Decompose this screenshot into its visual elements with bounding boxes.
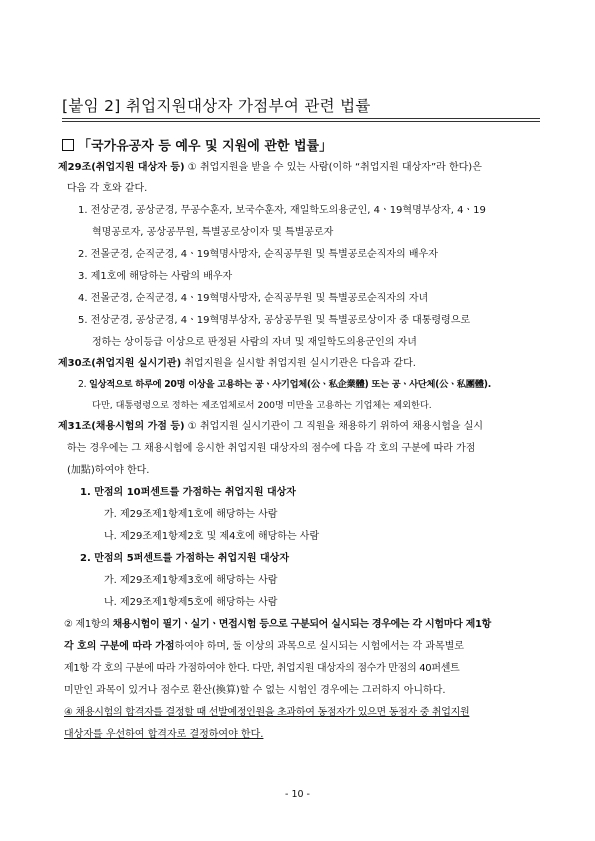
title-rule-bottom — [62, 121, 540, 122]
art29-item5-b: 정하는 상이등급 이상으로 판정된 사람의 자녀 및 재일학도의용군인의 자녀 — [92, 337, 417, 348]
law-title — [62, 135, 332, 154]
art29-line1 — [58, 162, 482, 174]
art29-item4: 4. 전몰군경, 순직군경, 4ㆍ19혁명사망자, 순직공무원 및 특별공로순직자의 자녀 — [78, 293, 429, 304]
art31-line1 — [58, 421, 483, 433]
law-title-text: 「국가유공자 등 예우 및 지원에 관한 법률」 — [78, 139, 333, 154]
art31-sub2-b: 나. 제29조제1항제5호에 해당하는 사람 — [104, 597, 278, 608]
art29-item5-a: 5. 전상군경, 공상군경, 4ㆍ19혁명부상자, 공상공무원 및 특별공로상이자 중 대통령령으로 — [78, 315, 471, 326]
art31-sub1-b: 나. 제29조제1항제2호 및 제4호에 해당하는 사람 — [104, 531, 320, 542]
art31-p4-line2: 대상자를 우선하여 합격자로 결정하여야 한다. — [64, 729, 264, 740]
art31-sub1-title: 1. 만점의 10퍼센트를 가점하는 취업지원 대상자 — [80, 487, 296, 498]
art30-item2-num: 2. — [78, 379, 89, 390]
art31-sub2-title: 2. 만점의 5퍼센트를 가점하는 취업지원 대상자 — [80, 553, 290, 564]
art31-p4-line1: ④ 채용시험의 합격자를 결정할 때 선발예정인원을 초과하여 동점자가 있으면 동점자 중 취업지원 — [64, 707, 470, 718]
art31-p2-line4: 미만인 과목이 있거나 점수로 환산(換算)할 수 없는 시험인 경우에는 그러하지 아니하다. — [64, 685, 446, 696]
art31-text3: (加點)하여야 한다. — [67, 465, 150, 476]
art29-item2: 2. 전몰군경, 순직군경, 4ㆍ19혁명사망자, 순직공무원 및 특별공로순직자의 배우자 — [78, 249, 438, 260]
art29-text2: 다음 각 호와 같다. — [67, 183, 148, 194]
art30-text: 취업지원을 실시할 취업지원 실시기관은 다음과 같다. — [181, 358, 416, 369]
art30-item2-line — [78, 379, 491, 391]
art29-item1-b: 혁명공로자, 공상공무원, 특별공로상이자 및 특별공로자 — [92, 227, 334, 238]
art31-heading: 제31조(채용시험의 가점 등) — [58, 421, 185, 432]
art31-p2-text: 하여야 하며, 둘 이상의 과목으로 실시되는 시험에서는 각 과목별로 — [174, 641, 464, 652]
art29-text1: ① 취업지원을 받을 수 있는 사람(이하 “취업지원 대상자”라 한다)은 — [184, 162, 482, 173]
art30-heading: 제30조(취업지원 실시기관) — [58, 358, 182, 369]
page-number: - 10 - — [285, 789, 310, 800]
art31-sub2-a: 가. 제29조제1항제3호에 해당하는 사람 — [104, 575, 278, 586]
title-rule-top — [62, 118, 540, 119]
art30-line — [58, 358, 416, 370]
art29-item3: 3. 제1호에 해당하는 사람의 배우자 — [78, 271, 233, 282]
art31-p2-line2 — [64, 641, 464, 653]
checkbox-icon — [62, 139, 74, 151]
art31-p2-bold2: 각 호의 구분에 따라 가점 — [64, 641, 175, 652]
art31-sub1-a: 가. 제29조제1항제1호에 해당하는 사람 — [104, 509, 278, 520]
art31-p2-bold1: 채용시험이 필기ㆍ실기ㆍ면접시험 등으로 구분되어 실시되는 경우에는 각 시험마다 제1항 — [112, 619, 492, 630]
art30-item2-text: 일상적으로 하루에 20명 이상을 고용하는 공ㆍ사기업체(公ㆍ私企業體) 또는 공ㆍ사단체(公ㆍ私團體). — [88, 379, 491, 390]
art29-item1-a: 1. 전상군경, 공상군경, 무공수훈자, 보국수훈자, 재일학도의용군인, 4ㆍ19혁명부상자, 4ㆍ19 — [78, 205, 486, 216]
appendix-title: [붙임 2] 취업지원대상자 가점부여 관련 법률 — [62, 97, 371, 115]
art31-text2: 하는 경우에는 그 채용시험에 응시한 취업지원 대상자의 점수에 다음 각 호의 구분에 따라 가점 — [67, 443, 476, 454]
art30-item2-proviso: 다만, 대통령령으로 정하는 제조업체로서 200명 미만을 고용하는 기업체는 제외한다. — [92, 400, 432, 411]
art31-p2-line3: 제1항 각 호의 구분에 따라 가점하여야 한다. 다만, 취업지원 대상자의 점수가 만점의 40퍼센트 — [64, 663, 460, 674]
art31-p2-line1 — [64, 619, 491, 631]
art29-heading: 제29조(취업지원 대상자 등) — [58, 162, 185, 173]
art31-p2-lead: ② 제1항의 — [64, 619, 113, 630]
art31-text1: ① 취업지원 실시기관이 그 직원을 채용하기 위하여 채용시험을 실시 — [184, 421, 484, 432]
